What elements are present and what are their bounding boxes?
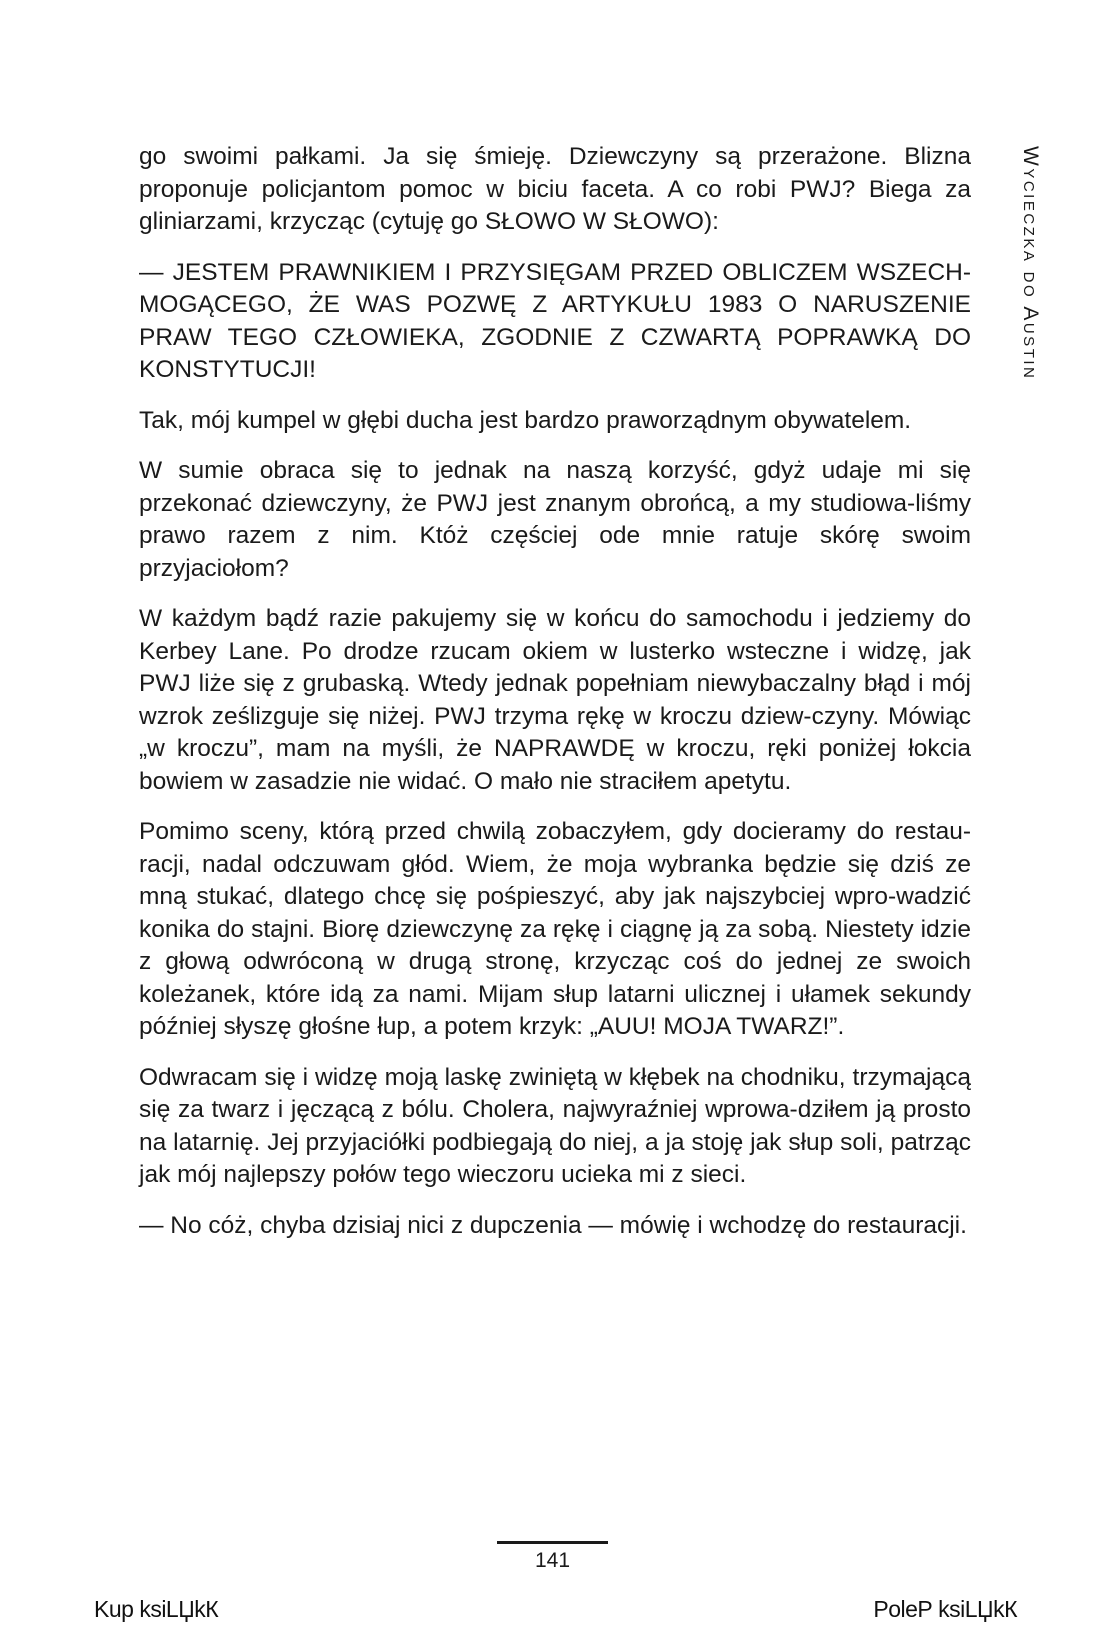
- page-number: 141: [534, 1549, 571, 1572]
- paragraph: — No cóż, chyba dzisiaj nici z dupczenia — mówię i wchodzę do restauracji.: [139, 1211, 967, 1239]
- paragraph: W sumie obraca się to jednak na naszą korzyść, gdyż udaje mi się przekonać dziewczyny, że PWJ jest znanym obrońcą, a my studiowa-liśmy prawo razem z nim. Któż częściej ode mnie ratuje skórę swoim przyjaciołom?: [139, 457, 971, 582]
- paragraph: — JESTEM PRAWNIKIEM I PRZYSIĘGAM PRZED OBLICZEM WSZECH-MOGĄCEGO, ŻE WAS POZWĘ Z ARTYKUŁU 1983 O NARUSZENIE PRAW TEGO CZŁOWIEKA, ZGODNIE Z CZWARTĄ POPRAWKĄ DO KONSTYTUCJI!: [139, 258, 971, 383]
- paragraph: W każdym bądź razie pakujemy się w końcu do samochodu i jedziemy do Kerbey Lane. Po drodze rzucam okiem w lusterko wsteczne i widzę, jak PWJ liże się z grubaską. Wtedy jednak popełniam niewybaczalny błąd i mój wzrok ześlizguje się niżej. PWJ trzyma rękę w kroczu dziew-czyny. Mówiąc „w kroczu”, mam na myśli, że NAPRAWDĘ w kroczu, ręki poniżej łokcia bowiem w zasadzie nie widać. O mało nie straciłem apetytu.: [139, 605, 971, 795]
- paragraph: Pomimo sceny, którą przed chwilą zobaczyłem, gdy docieramy do restau-racji, nadal odczuwam głód. Wiem, że moja wybranka będzie się dziś ze mną stukać, dlatego chcę się pośpieszyć, aby jak najszybciej wpro-wadzić konika do stajni. Biorę dziewczynę za rękę i ciągnę ją za sobą. Niestety idzie z głową odwróconą w drugą stronę, krzycząc coś do jednej ze swoich koleżanek, które idą za nami. Mijam słup latarni ulicznej i ułamek sekundy później słyszę głośne łup, a potem krzyk: „AUU! MOJA TWARZ!”.: [139, 818, 971, 1040]
- running-head: Wycieczka do Austin: [1019, 146, 1042, 381]
- body-text: [139, 141, 971, 1260]
- paragraph: go swoimi pałkami. Ja się śmieję. Dziewczyny są przerażone. Blizna proponuje policjantom pomoc w biciu faceta. A co robi PWJ? Biega za gliniarzami, krzycząc (cytuję go SŁOWO W SŁOWO):: [139, 143, 971, 235]
- buy-book-link[interactable]: Kup ksiLЏkК: [94, 1596, 219, 1622]
- paragraph: Tak, mój kumpel w głębi ducha jest bardzo praworządnym obywatelem.: [139, 406, 912, 434]
- folio-rule: [497, 1541, 608, 1544]
- recommend-book-link[interactable]: PoleР ksiLЏkК: [873, 1596, 1017, 1622]
- paragraph: Odwracam się i widzę moją laskę zwiniętą w kłębek na chodniku, trzymającą się za twarz i jęczącą z bólu. Cholera, najwyraźniej wprowa-dziłem ją prosto na latarnię. Jej przyjaciółki podbiegają do niej, a ja stoję jak słup soli, patrząc jak mój najlepszy połów tego wieczoru ucieka mi z sieci.: [139, 1063, 971, 1188]
